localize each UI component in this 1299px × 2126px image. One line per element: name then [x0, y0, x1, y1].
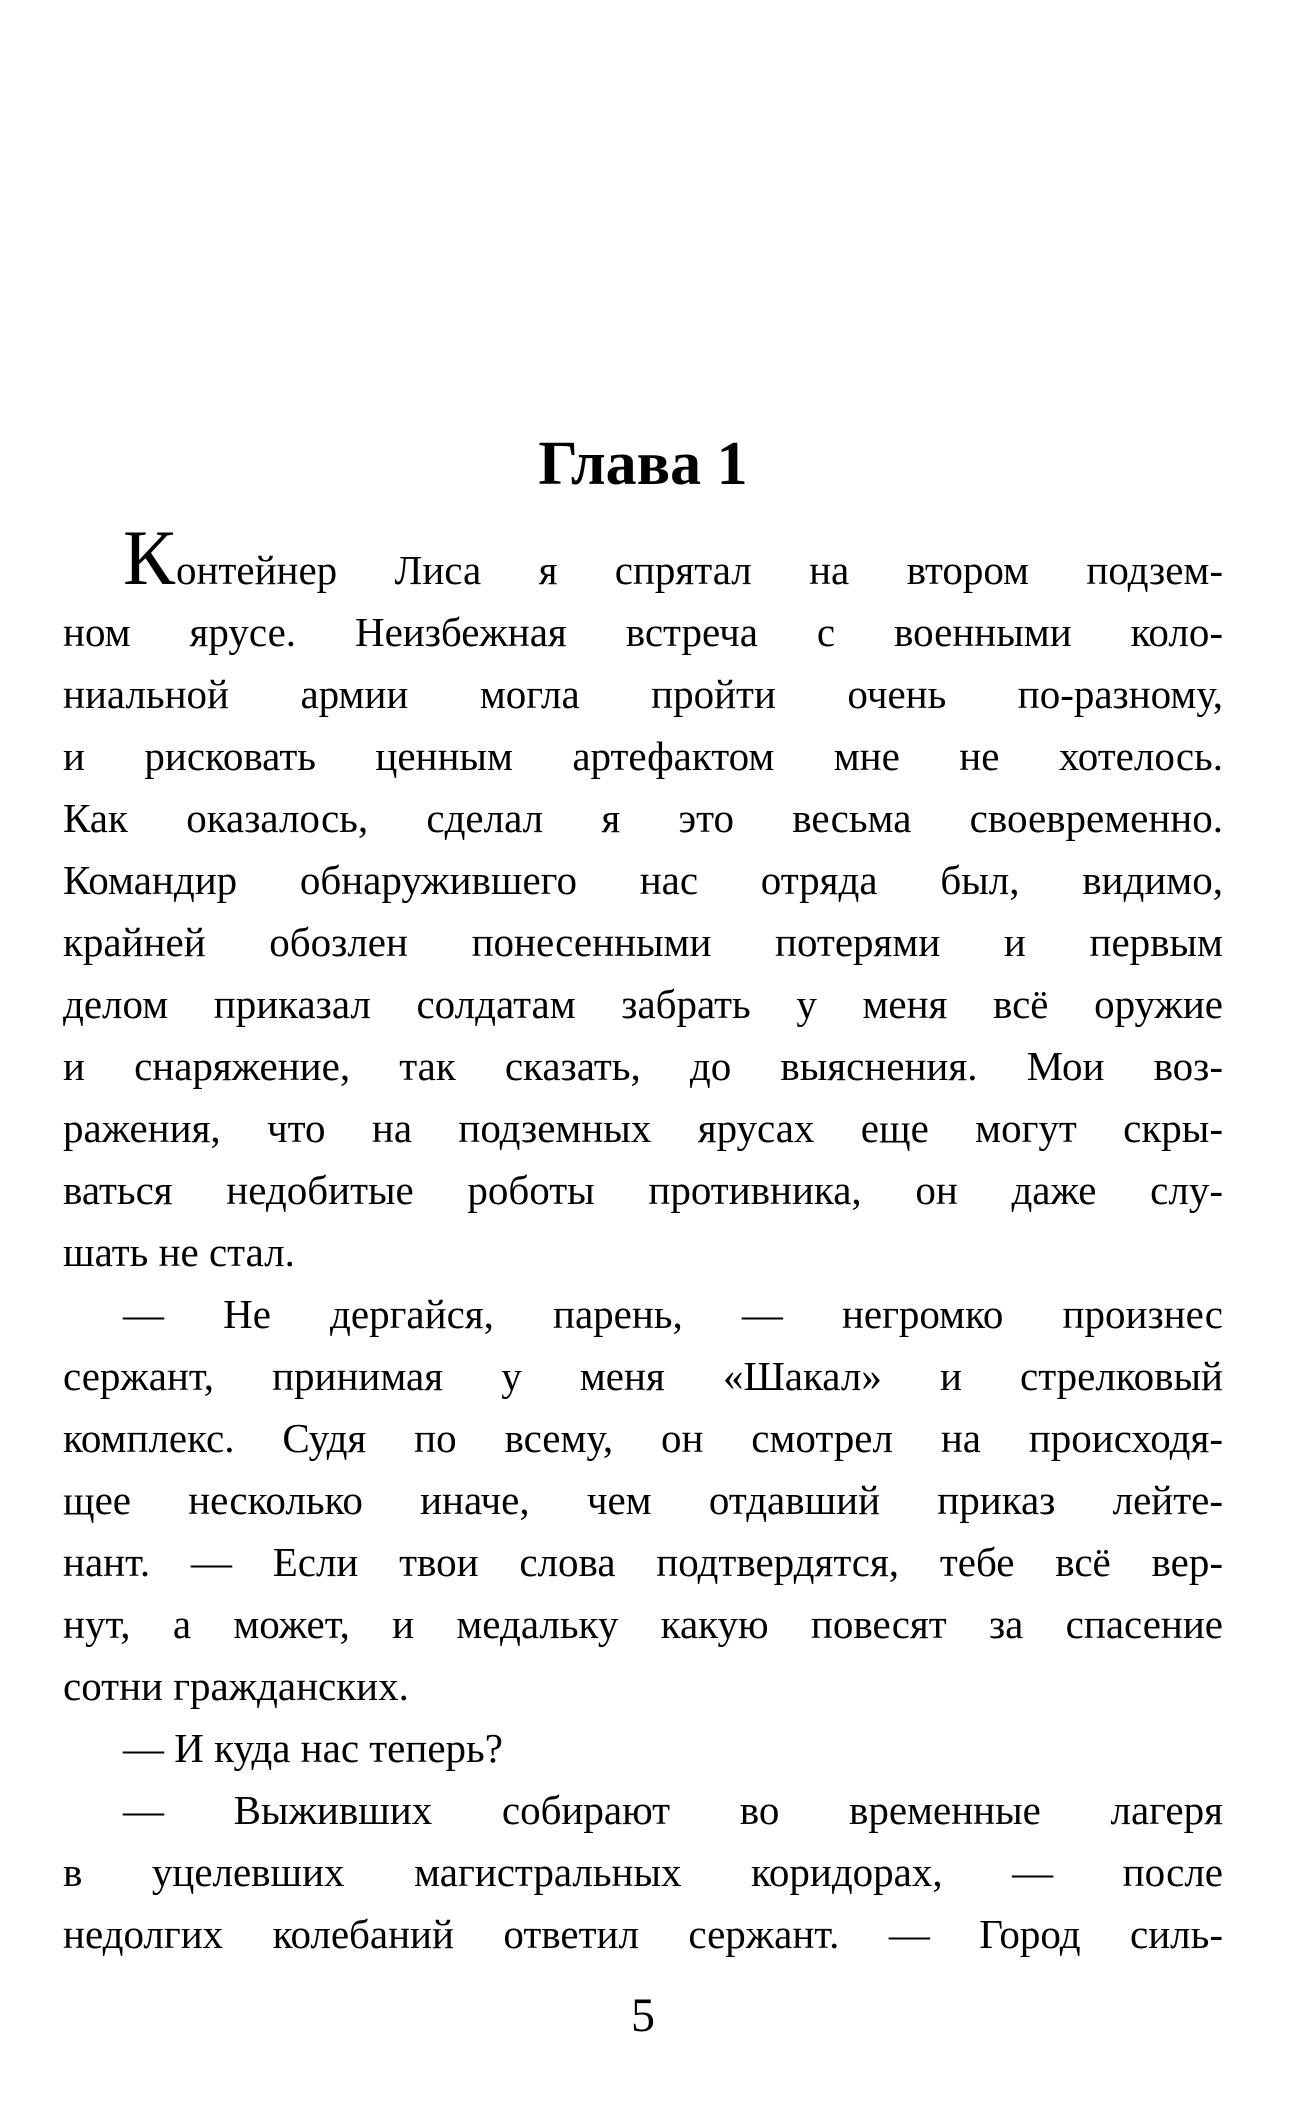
text-line: Контейнер Лиса я спрятал на втором подзем- — [123, 514, 1223, 601]
page-number: 5 — [631, 1989, 655, 2042]
text-line: — Не дергайся, парень, — негромко произнес — [123, 1291, 1223, 1337]
initial-cap: К — [123, 514, 176, 601]
text-line: — И куда нас теперь? — [123, 1725, 503, 1771]
text-line: Как оказалось, сделал я это весьма своевременно. — [63, 795, 1223, 841]
chapter-body — [63, 514, 1223, 1965]
text-line: нут, а может, и медальку какую повесят за спасение — [63, 1601, 1223, 1647]
text-line: делом приказал солдатам забрать у меня всё оружие — [63, 981, 1223, 1027]
text-line: ниальной армии могла пройти очень по-разному, — [63, 671, 1223, 717]
text-line: шать не стал. — [63, 1229, 295, 1275]
text-line: нант. — Если твои слова подтвердятся, тебе всё вер- — [63, 1539, 1223, 1585]
text-line: — Выживших собирают во временные лагеря — [123, 1787, 1223, 1833]
text-line: в уцелевших магистральных коридорах, — после — [63, 1849, 1223, 1895]
text-line: Командир обнаружившего нас отряда был, видимо, — [63, 857, 1223, 903]
text-line: недолгих колебаний ответил сержант. — Город силь- — [63, 1911, 1223, 1957]
text-line: и снаряжение, так сказать, до выяснения. Мои воз- — [63, 1043, 1223, 1089]
text-line: сотни гражданских. — [63, 1663, 409, 1709]
text-line: ном ярусе. Неизбежная встреча с военными коло- — [63, 609, 1223, 655]
text-line: и рисковать ценным артефактом мне не хотелось. — [63, 733, 1223, 779]
text-line: ражения, что на подземных ярусах еще могут скры- — [63, 1105, 1223, 1151]
text-line: ваться недобитые роботы противника, он даже слу- — [63, 1167, 1223, 1213]
text-line: щее несколько иначе, чем отдавший приказ лейте- — [63, 1477, 1223, 1523]
text-line: крайней обозлен понесенными потерями и первым — [63, 919, 1223, 965]
chapter-title: Глава 1 — [538, 430, 748, 498]
text-line: сержант, принимая у меня «Шакал» и стрелковый — [63, 1353, 1223, 1399]
text-line: комплекс. Судя по всему, он смотрел на происходя- — [63, 1415, 1223, 1461]
